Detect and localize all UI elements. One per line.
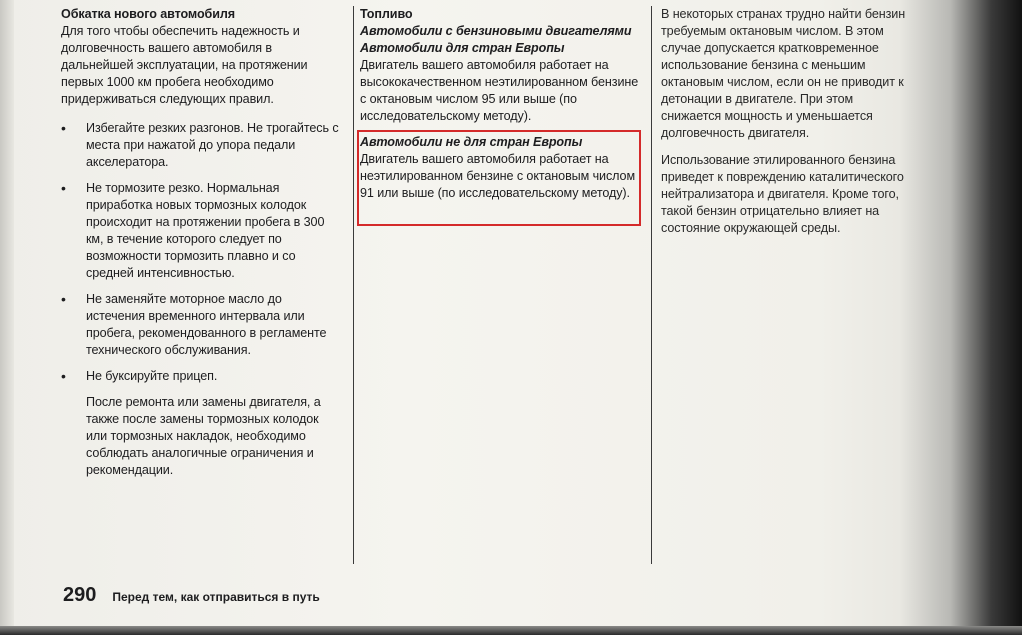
list-item-text: Избегайте резких разгонов. Не трогайтесь с места при нажатой до упора педали акселератора. — [86, 121, 339, 169]
leaded-fuel-warning-text: Использование этилированного бензина приведет к повреждению каталитического нейтрализатора и двигателя. Кроме того, такой бензин отрицательно влияет на состояние окружающей среды. — [661, 153, 904, 235]
page-bottom-edge — [0, 626, 1022, 635]
bullet-icon: • — [61, 180, 66, 196]
section-title: Перед тем, как отправиться в путь — [112, 590, 320, 604]
list-item — [61, 120, 343, 171]
column-divider-1 — [353, 6, 354, 564]
fuel-subheading-europe: Автомобили для стран Европы — [360, 41, 565, 55]
page-left-edge — [0, 0, 14, 635]
highlight-box — [357, 130, 641, 226]
list-item-text: Не заменяйте моторное масло до истечения временного интервала или пробега, рекомендованного в регламенте технического обслуживания. — [86, 292, 327, 357]
fuel-europe-text: Двигатель вашего автомобиля работает на высококачественном неэтилированном бензине с октановым числом 95 или выше (по исследовательскому методу). — [360, 58, 639, 123]
break-in-intro: Для того чтобы обеспечить надежность и долговечность вашего автомобиля в дальнейшей эксплуатации, на протяжении первых 1000 км пробега необходимо придерживаться следующих правил. — [61, 24, 308, 106]
fuel-non-europe-text: Двигатель вашего автомобиля работает на неэтилированном бензине с октановым числом 91 или выше (по исследовательскому методу). — [360, 152, 636, 200]
break-in-rules-list — [61, 120, 343, 385]
fuel-subheading-non-europe: Автомобили не для стран Европы — [360, 135, 583, 149]
column-divider-2 — [651, 6, 652, 564]
bullet-icon: • — [61, 368, 66, 384]
fuel-subheading-petrol: Автомобили с бензиновыми двигателями — [360, 24, 632, 38]
list-item-text: Не буксируйте прицеп. — [86, 369, 218, 383]
page-number: 290 — [63, 584, 97, 606]
break-in-heading: Обкатка нового автомобиля — [61, 7, 236, 21]
bullet-icon: • — [61, 120, 66, 136]
list-item — [61, 291, 343, 359]
column-break-in — [61, 6, 343, 479]
octane-availability-text: В некоторых странах трудно найти бензин требуемым октановым числом. В этом случае допускается кратковременное использование бензина с меньшим октановым числом, если он не приводит к детонации в двигателе. При этом снижается мощность и уменьшается долговечность двигателя. — [661, 7, 906, 140]
break-in-note: После ремонта или замены двигателя, а также после замены тормозных колодок или тормозных накладок, необходимо соблюдать аналогичные ограничения и рекомендации. — [86, 395, 321, 477]
page-footer — [63, 584, 320, 607]
column-fuel-continued — [661, 6, 913, 237]
list-item — [61, 180, 343, 282]
bullet-icon: • — [61, 291, 66, 307]
fuel-heading: Топливо — [360, 7, 413, 21]
list-item-text: Не тормозите резко. Нормальная приработка новых тормозных колодок происходит на протяжении пробега в 300 км, в течение которого следует по возможности тормозить плавно и со средней интенсивностью. — [86, 181, 325, 280]
list-item — [61, 368, 343, 385]
